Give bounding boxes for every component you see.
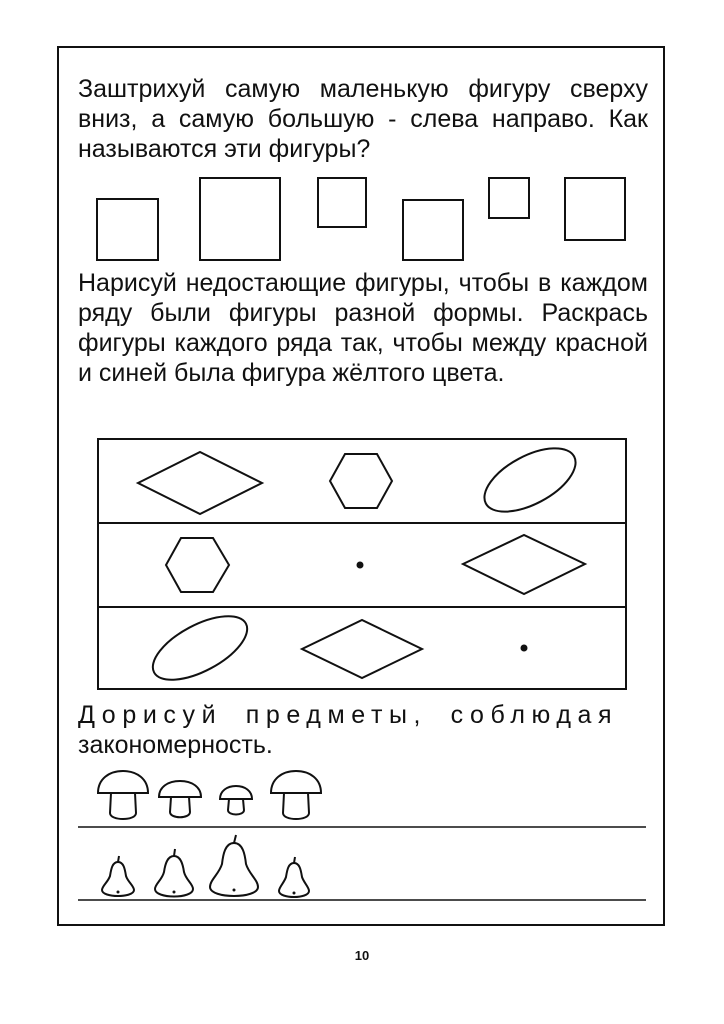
pear-icon [155,849,193,897]
shapes-table [98,435,626,692]
mushroom-icon [220,786,252,815]
square-1 [97,199,158,260]
rhombus-shape [138,452,262,514]
mushroom-icon [159,781,201,817]
pear-icon [210,835,258,896]
task-2-text: Нарисуй недостающие фигуры, чтобы в каждом ряду были фигуры разной формы. Раскрась фигуры каждого ряда так, чтобы между красной и синей была фигура жёлтого цвета. [78,269,648,387]
ellipse-shape [143,603,256,692]
square-3 [318,178,366,227]
square-2 [200,178,280,260]
pattern-section [78,771,646,900]
squares-row [97,178,625,260]
task-3-line-1: Дорисуй предметы, соблюдая [78,701,619,729]
pear-icon [102,856,134,896]
task-3-line-2: закономерность. [78,731,273,759]
dot-marker [357,562,364,569]
pear-icon [279,857,309,897]
page-number: 10 [354,948,370,963]
square-6 [565,178,625,240]
ellipse-shape [475,435,586,524]
hexagon-shape [166,538,229,592]
dot-marker [521,645,528,652]
mushroom-icon [98,771,148,819]
square-4 [403,200,463,260]
mushroom-icon [271,771,321,819]
hexagon-shape [330,454,392,508]
rhombus-shape [463,535,585,594]
rhombus-shape [302,620,422,678]
square-5 [489,178,529,218]
task-1-text: Заштрихуй самую маленькую фигуру сверху вниз, а самую большую - слева направо. Как называются эти фигуры? [78,75,648,163]
